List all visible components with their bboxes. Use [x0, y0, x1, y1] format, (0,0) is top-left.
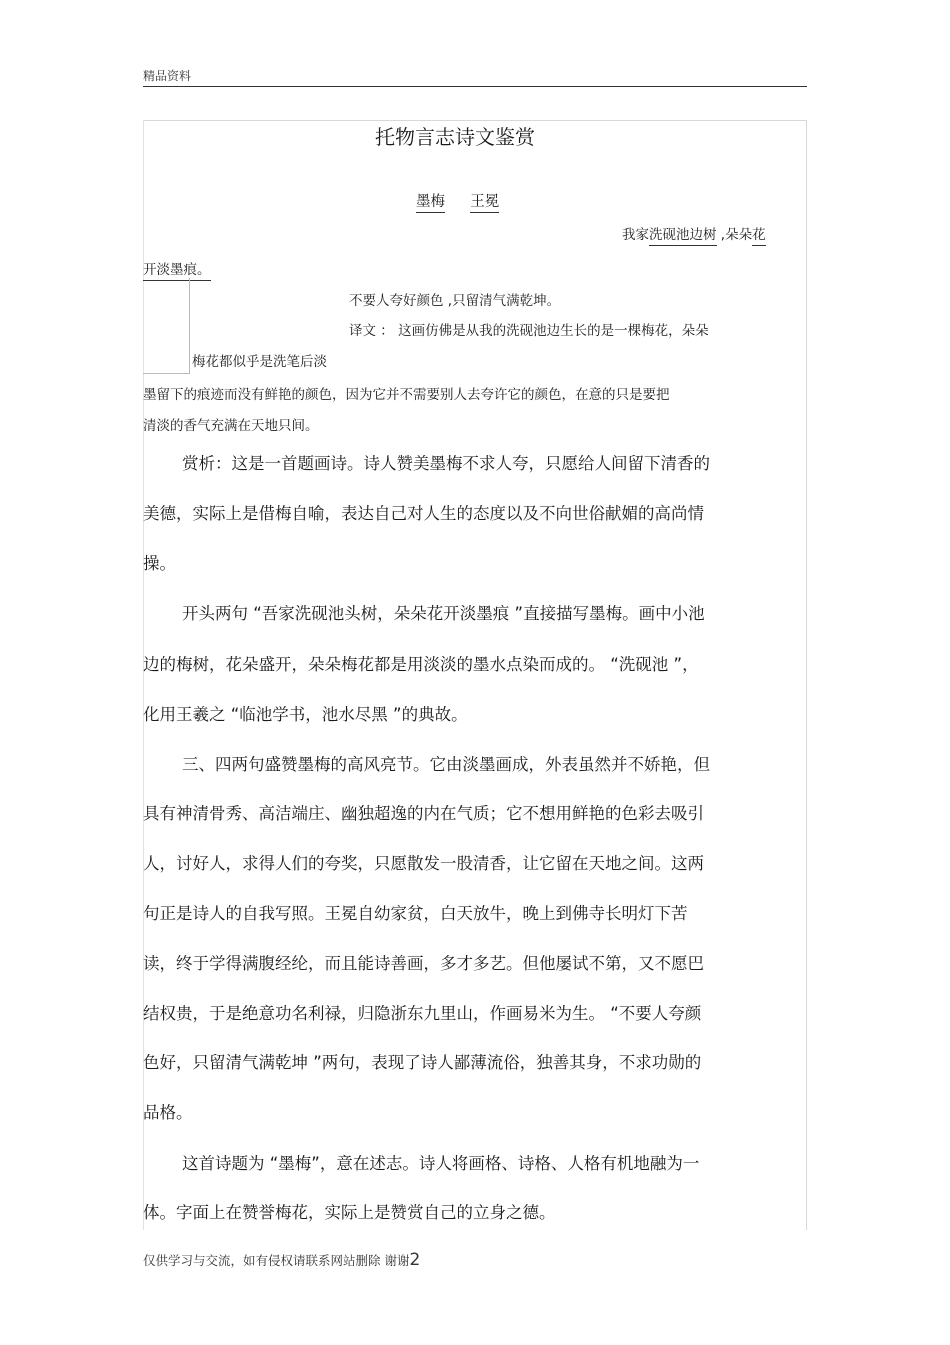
- analysis-line: 边的梅树，花朵盛开，朵朵梅花都是用淡淡的墨水点染而成的。 “洗砚池 ”，: [143, 655, 699, 674]
- analysis-line: 美德，实际上是借梅自喻，表达自己对人生的态度以及不向世俗献媚的高尚情: [143, 504, 704, 523]
- poem-line-1: [622, 223, 766, 243]
- analysis-line: 操。: [143, 554, 176, 573]
- analysis-line: 色好，只留清气满乾坤 ”两句，表现了诗人鄙薄流俗，独善其身，不求功勋的: [143, 1053, 702, 1072]
- poem-line-1-underlined-2: 花: [752, 227, 766, 246]
- analysis-line: 人，讨好人，求得人们的夸奖，只愿散发一股清香，让它留在天地之间。这两: [143, 854, 704, 873]
- page-title: 托物言志诗文鉴赏: [375, 125, 535, 149]
- translation-cont: 梅花都似乎是洗笔后淡: [192, 354, 327, 370]
- margin-bracket: [143, 278, 190, 374]
- translation-lead: 译文 ： 这画仿佛是从我的洗砚池边生长的是一棵梅花，朵朵: [349, 323, 709, 339]
- poem-author: 王冕: [470, 194, 499, 213]
- footer: [143, 1250, 420, 1270]
- poem-line-1-underlined: 洗砚池边树: [649, 227, 717, 246]
- analysis-line: 三、四两句盛赞墨梅的高风亮节。它由淡墨画成，外表虽然并不娇艳，但: [182, 755, 710, 774]
- header-rule: [143, 86, 807, 87]
- poem-line-1-mid: ,朵朵: [716, 227, 753, 243]
- poem-line-1-cont: [143, 258, 211, 278]
- footer-text: 仅供学习与交流，如有侵权请联系网站删除 谢谢: [143, 1253, 410, 1268]
- analysis-line: 体。字面上在赞誉梅花，实际上是赞赏自己的立身之德。: [143, 1203, 556, 1222]
- analysis-line: 赏析：这是一首题画诗。诗人赞美墨梅不求人夸，只愿给人间留下清香的: [182, 454, 710, 473]
- header-label: 精品资料: [143, 69, 192, 83]
- poem-line-2: 不要人夸好颜色 ,只留清气满乾坤。: [349, 293, 561, 309]
- analysis-line: 化用王羲之 “临池学书，池水尽黑 ”的典故。: [143, 705, 468, 724]
- analysis-line: 句正是诗人的自我写照。王冕自幼家贫，白天放牛，晚上到佛寺长明灯下苦: [143, 904, 688, 923]
- page-number: 2: [409, 1250, 421, 1270]
- analysis-line: 读，终于学得满腹经纶，而且能诗善画，多才多艺。但他屡试不第，又不愿巴: [143, 954, 704, 973]
- translation-line-3: 墨留下的痕迹而没有鲜艳的颜色，因为它并不需要别人去夸许它的颜色，在意的只是要把: [143, 387, 670, 403]
- poem-name: 墨梅: [416, 194, 445, 213]
- analysis-line: 具有神清骨秀、高洁端庄、幽独超逸的内在气质；它不想用鲜艳的色彩去吸引: [143, 804, 704, 823]
- poem-line-1-pre: 我家: [622, 227, 649, 243]
- analysis-line: 开头两句 “吾家洗砚池头树，朵朵花开淡墨痕 ”直接描写墨梅。画中小池: [182, 604, 705, 623]
- analysis-line: 结权贵，于是绝意功名利禄，归隐浙东九里山，作画易米为生。 “不要人夸颜: [143, 1004, 702, 1023]
- translation-line-4: 清淡的香气充满在天地只间。: [143, 418, 319, 434]
- frame-right-border: [806, 120, 807, 1230]
- poem-line-1-continued: 开淡墨痕。: [143, 262, 211, 281]
- analysis-line: 这首诗题为 “墨梅”，意在述志。诗人将画格、诗格、人格有机地融为一: [182, 1154, 700, 1173]
- analysis-line: 品格。: [143, 1103, 193, 1122]
- poem-title-line: [416, 190, 499, 211]
